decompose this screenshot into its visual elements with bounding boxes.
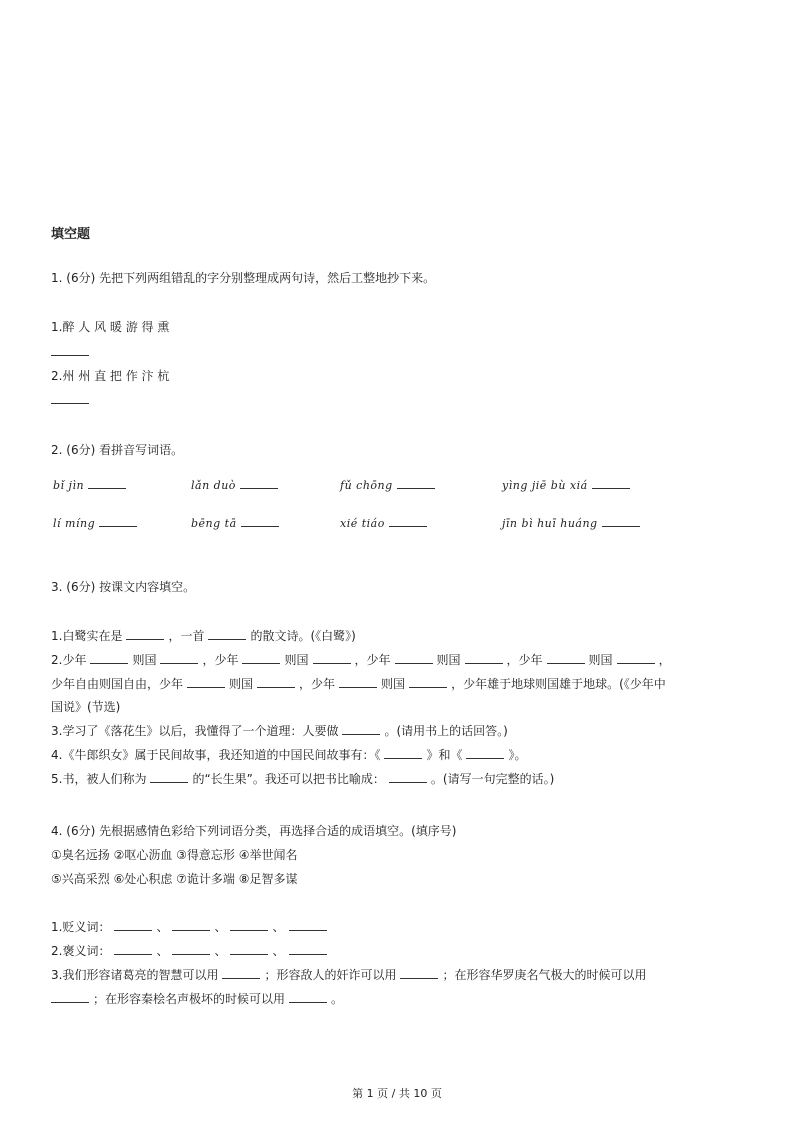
pinyin-item <box>340 516 431 530</box>
pinyin-text: bǐ jìn <box>53 479 85 492</box>
answer-blank[interactable] <box>465 653 503 664</box>
q3-line-2 <box>51 651 671 668</box>
answer-blank[interactable] <box>172 920 210 931</box>
answer-blank[interactable] <box>230 920 268 931</box>
pinyin-item <box>502 478 634 492</box>
answer-blank[interactable] <box>222 968 260 979</box>
answer-blank[interactable] <box>289 992 327 1003</box>
answer-blank[interactable] <box>389 772 427 783</box>
q4-line-4 <box>51 990 343 1007</box>
text: ，少年 <box>202 653 239 667</box>
text: ，少年 <box>299 677 336 691</box>
pinyin-text: xié tiáo <box>340 517 385 530</box>
answer-blank[interactable] <box>172 944 210 955</box>
answer-blank[interactable] <box>313 653 351 664</box>
answer-blank[interactable] <box>617 653 655 664</box>
text: 1.贬义词： <box>51 920 111 934</box>
text: 的“长生果”。我还可以把书比喻成： <box>192 772 385 786</box>
text: 、 <box>272 920 285 934</box>
text: 则国 <box>229 677 254 691</box>
text: 、 <box>214 920 227 934</box>
text: ；在形容秦桧名声极坏的时候可以用 <box>93 992 286 1006</box>
q4-derogatory-line <box>51 918 331 935</box>
answer-blank[interactable] <box>90 653 128 664</box>
answer-blank[interactable] <box>592 478 630 489</box>
pinyin-item <box>191 516 283 530</box>
answer-blank[interactable] <box>397 478 435 489</box>
pinyin-text: lǎn duò <box>191 479 236 492</box>
text: 则国 <box>132 653 157 667</box>
answer-blank[interactable] <box>257 677 295 688</box>
q4-line-3 <box>51 966 646 983</box>
answer-blank[interactable] <box>208 629 246 640</box>
pinyin-item <box>191 478 282 492</box>
text: 2.褒义词： <box>51 944 111 958</box>
text: 1.白鹭实在是 <box>51 629 123 643</box>
q1-answer-line-1[interactable] <box>51 355 89 356</box>
answer-blank[interactable] <box>384 748 422 759</box>
answer-blank[interactable] <box>241 516 279 527</box>
text: 。(请写一句完整的话。) <box>430 772 555 786</box>
text: 。 <box>331 992 344 1006</box>
answer-blank[interactable] <box>602 516 640 527</box>
text: 则国 <box>436 653 461 667</box>
text: ，一首 <box>168 629 205 643</box>
text: 、 <box>214 944 227 958</box>
answer-blank[interactable] <box>242 653 280 664</box>
text: 5.书，被人们称为 <box>51 772 147 786</box>
text: 2.少年 <box>51 653 87 667</box>
answer-blank[interactable] <box>99 516 137 527</box>
question-4-stem: 4. (6分) 先根据感情色彩给下列词语分类，再选择合适的成语填空。(填序号) <box>51 824 457 838</box>
section-title: 填空题 <box>51 227 91 242</box>
answer-blank[interactable] <box>126 629 164 640</box>
text: ，少年 <box>506 653 543 667</box>
q1-scrambled-line-2: 2.州 州 直 把 作 汴 杭 <box>51 369 170 383</box>
q4-options-1: ①臭名远扬 ②呕心沥血 ③得意忘形 ④举世闻名 <box>51 848 298 862</box>
q3-line-7 <box>51 770 554 787</box>
answer-blank[interactable] <box>114 920 152 931</box>
answer-blank[interactable] <box>289 920 327 931</box>
q3-line-5 <box>51 722 508 739</box>
answer-blank[interactable] <box>547 653 585 664</box>
q4-commendatory-line <box>51 942 331 959</box>
text: ；在形容华罗庚名气极大的时候可以用 <box>442 968 647 982</box>
answer-blank[interactable] <box>289 944 327 955</box>
answer-blank[interactable] <box>466 748 504 759</box>
text: ；形容敌人的奸诈可以用 <box>264 968 397 982</box>
text: ，少年雄于地球则国雄于地球。(《少年中 <box>451 677 666 691</box>
pinyin-text: bēng tā <box>191 517 237 530</box>
answer-blank[interactable] <box>395 653 433 664</box>
pinyin-text: fǔ chōng <box>340 479 393 492</box>
text: 》。 <box>508 748 527 762</box>
text: 、 <box>272 944 285 958</box>
answer-blank[interactable] <box>51 992 89 1003</box>
text: 则国 <box>588 653 613 667</box>
text: 的散文诗。(《白鹭》) <box>250 629 356 643</box>
text: 则国 <box>284 653 309 667</box>
text: 、 <box>156 920 169 934</box>
text: 。(请用书上的话回答。) <box>384 724 508 738</box>
answer-blank[interactable] <box>88 478 126 489</box>
text: 3.我们形容诸葛亮的智慧可以用 <box>51 968 219 982</box>
pinyin-item <box>502 516 644 530</box>
q3-line-1 <box>51 627 356 644</box>
answer-blank[interactable] <box>342 724 380 735</box>
q3-line-6 <box>51 746 526 763</box>
q3-line-4: 国说》(节选) <box>51 700 121 714</box>
pinyin-text: yìng jiē bù xiá <box>502 479 588 492</box>
question-1-stem: 1. (6分) 先把下列两组错乱的字分别整理成两句诗，然后工整地抄下来。 <box>51 271 436 285</box>
page-footer: 第 1 页 / 共 10 页 <box>352 1087 442 1100</box>
pinyin-text: jīn bì huī huáng <box>502 517 598 530</box>
q3-line-3 <box>51 675 666 692</box>
text: ， <box>658 653 671 667</box>
pinyin-item <box>53 516 141 530</box>
q1-answer-line-2[interactable] <box>51 403 89 404</box>
text: 少年自由则国自由，少年 <box>51 677 184 691</box>
text: 3.学习了《落花生》以后，我懂得了一个道理：人要做 <box>51 724 339 738</box>
answer-blank[interactable] <box>339 677 377 688</box>
answer-blank[interactable] <box>114 944 152 955</box>
answer-blank[interactable] <box>389 516 427 527</box>
q1-scrambled-line-1: 1.醉 人 风 暖 游 得 熏 <box>51 320 170 334</box>
answer-blank[interactable] <box>187 677 225 688</box>
answer-blank[interactable] <box>160 653 198 664</box>
pinyin-text: lí míng <box>53 517 96 530</box>
question-3-stem: 3. (6分) 按课文内容填空。 <box>51 580 196 594</box>
q4-options-2: ⑤兴高采烈 ⑥处心积虑 ⑦诡计多端 ⑧足智多谋 <box>51 872 298 886</box>
pinyin-item <box>340 478 439 492</box>
answer-blank[interactable] <box>240 478 278 489</box>
text: 则国 <box>381 677 406 691</box>
question-2-stem: 2. (6分) 看拼音写词语。 <box>51 443 184 457</box>
text: 4.《牛郎织女》属于民间故事，我还知道的中国民间故事有：《 <box>51 748 381 762</box>
answer-blank[interactable] <box>400 968 438 979</box>
pinyin-item <box>53 478 130 492</box>
answer-blank[interactable] <box>230 944 268 955</box>
answer-blank[interactable] <box>409 677 447 688</box>
text: ，少年 <box>354 653 391 667</box>
text: 》和《 <box>426 748 463 762</box>
text: 、 <box>156 944 169 958</box>
answer-blank[interactable] <box>150 772 188 783</box>
